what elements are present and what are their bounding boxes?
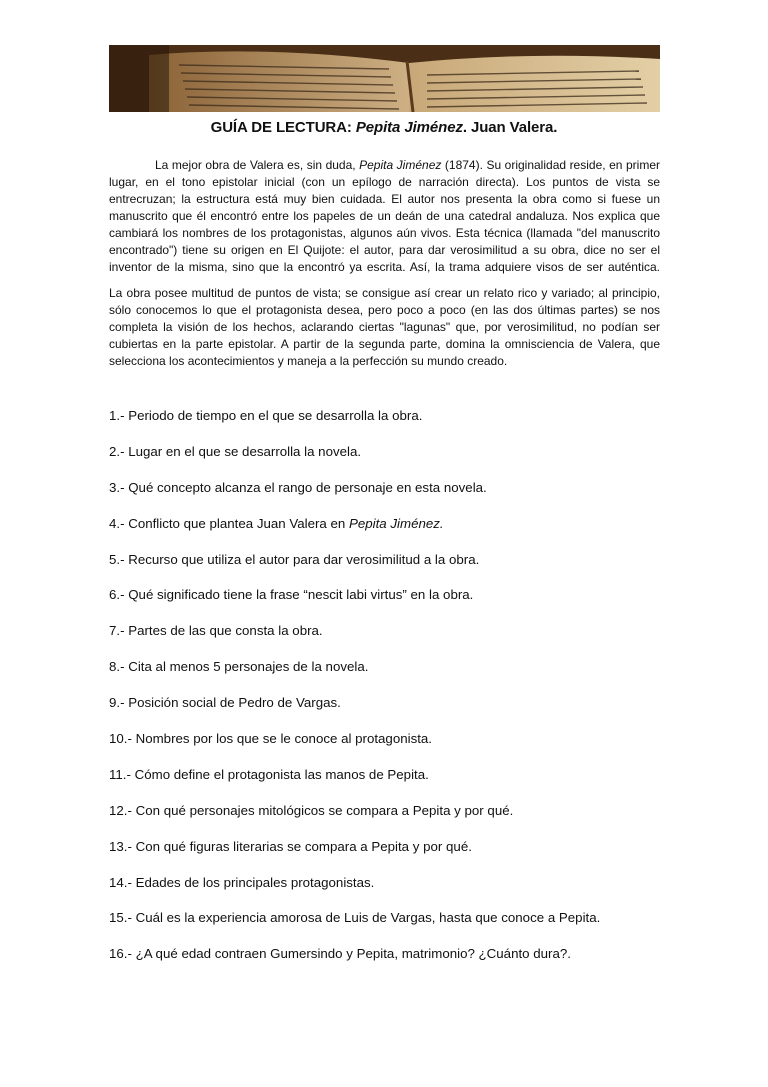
question-item: 11.- Cómo define el protagonista las manos de Pepita.: [109, 766, 429, 782]
title-prefix: GUÍA DE LECTURA:: [210, 119, 356, 136]
intro-paragraph-2: La obra posee multitud de puntos de vista; se consigue así crear un relato rico y variado; al principio, sólo conocemos lo que el protagonista desea, pero poco a poco (en las dos últimas partes) se nos completa la visión de los hechos, aclarando ciertas "lagunas" que, por verosimilitud, no podían ser cubiertas en la parte epistolar. A partir de la segunda parte, domina la omnisciencia de Valera, que selecciona los acontecimientos y maneja a la perfección su mundo creado.: [109, 286, 660, 368]
question-item: 12.- Con qué personajes mitológicos se compara a Pepita y por qué.: [109, 802, 514, 818]
title-work: Pepita Jiménez: [355, 119, 463, 136]
question-item: 4.- Conflicto que plantea Juan Valera en Pepita Jiménez.: [109, 515, 444, 531]
question-item: 7.- Partes de las que consta la obra.: [109, 623, 323, 639]
intro-paragraph-1: [109, 157, 660, 276]
question-item: 6.- Qué significado tiene la frase “nescit labi virtus” en la obra.: [109, 587, 474, 603]
intro-p1-work: Pepita Jiménez: [359, 158, 442, 172]
question-item: 2.- Lugar en el que se desarrolla la novela.: [109, 443, 362, 459]
page-title: [0, 119, 768, 136]
title-suffix: . Juan Valera.: [462, 119, 558, 136]
book-illustration: [109, 45, 660, 112]
question-item: 9.- Posición social de Pedro de Vargas.: [109, 695, 341, 711]
question-item: 8.- Cita al menos 5 personajes de la novela.: [109, 659, 369, 675]
question-item: 1.- Periodo de tiempo en el que se desarrolla la obra.: [109, 408, 423, 423]
question-item: 3.- Qué concepto alcanza el rango de personaje en esta novela.: [109, 479, 487, 495]
intro-text: [109, 157, 660, 370]
old-book-photo-icon: [109, 45, 660, 112]
intro-p1-b: (1874). Su originalidad reside, en primer lugar, en el tono epistolar inicial (con un epílogo de narración directa). Los puntos de vista se entrecruzan; la estructura está muy bien cuidada. El autor nos presenta la obra como si fuese un manuscrito que él encontró entre los papeles de un deán de una catedral andaluza. Nos explica que cambiará los nombres de los protagonistas, algunos aún vivos. Esta técnica (llamada "del manuscrito encontrado") tiene su origen en El Quijote: el autor, para dar verosimilitud a su obra, dice no ser el inventor de la misma, sino que la encontró ya escrita. Así, la trama adquiere visos de ser auténtica.: [109, 158, 660, 274]
question-item: 10.- Nombres por los que se le conoce al protagonista.: [109, 731, 433, 747]
question-item: 16.- ¿A qué edad contraen Gumersindo y Pepita, matrimonio? ¿Cuánto dura?.: [109, 946, 571, 962]
question-item: 14.- Edades de los principales protagonistas.: [109, 874, 375, 890]
question-list: [109, 407, 669, 981]
question-item: 13.- Con qué figuras literarias se compara a Pepita y por qué.: [109, 838, 472, 854]
question-item: 15.- Cuál es la experiencia amorosa de Luis de Vargas, hasta que conoce a Pepita.: [109, 910, 601, 926]
intro-p1-a: La mejor obra de Valera es, sin duda,: [155, 158, 360, 172]
question-item: 5.- Recurso que utiliza el autor para dar verosimilitud a la obra.: [109, 551, 480, 567]
